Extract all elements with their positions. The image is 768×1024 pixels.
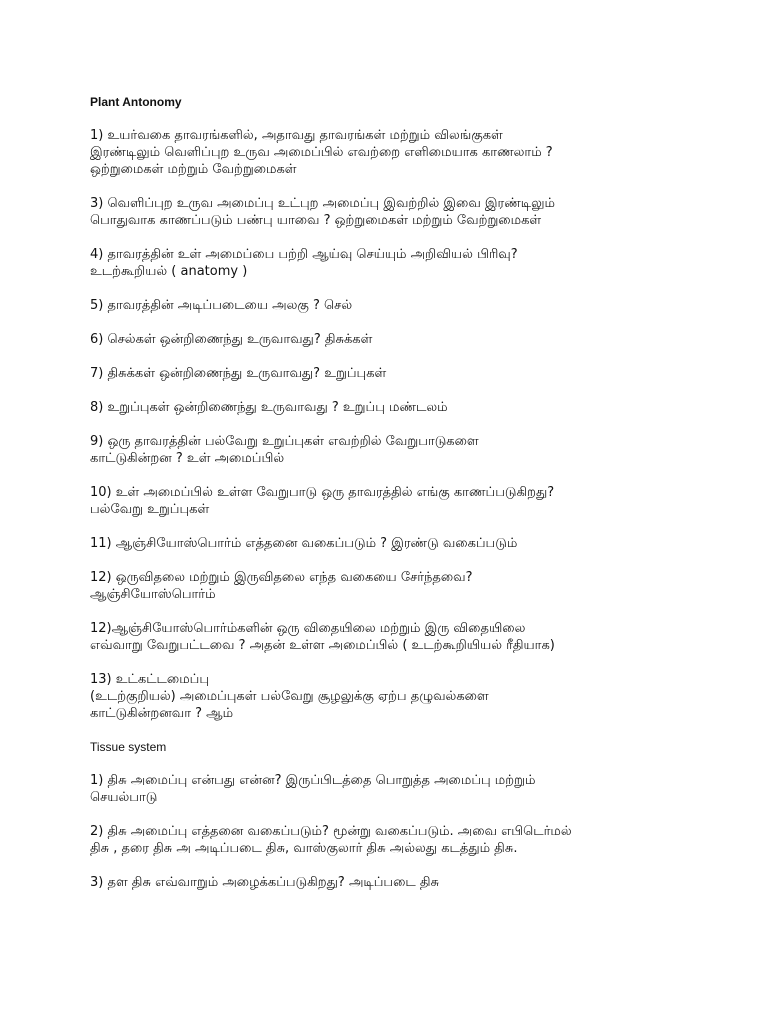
paragraph-line: 8) உறுப்புகள் ஒன்றிணைந்து உருவாவது ? உறுப்பு மண்டலம் (90, 400, 448, 415)
paragraph-line: செயல்பாடு (90, 790, 158, 805)
paragraph-line: 6) செல்கள் ஒன்றிணைந்து உருவாவது? திசுக்கள் (90, 332, 373, 347)
paragraph-line: 11) ஆஞ்சியோஸ்பொர்ம் எத்தனை வகைப்படும் ? இரண்டு வகைப்படும் (90, 536, 518, 551)
section-heading-tissue-system: Tissue system (90, 740, 167, 754)
question-paragraph (90, 772, 710, 806)
paragraph-line: 2) திசு அமைப்பு எத்தனை வகைப்படும்? மூன்று வகைப்படும். அவை எபிடெர்மல் (90, 824, 572, 839)
paragraph-line: 1) திசு அமைப்பு என்பது என்ன? இருப்பிடத்தை பொறுத்த அமைப்பு மற்றும் (90, 773, 536, 788)
document-content (90, 94, 710, 908)
question-paragraph (90, 127, 710, 178)
question-paragraph (90, 331, 710, 348)
question-paragraph (90, 399, 710, 416)
question-paragraph (90, 874, 710, 891)
question-paragraph (90, 484, 710, 518)
paragraph-line: காட்டுகின்றனவா ? ஆம் (90, 706, 234, 721)
question-paragraph (90, 569, 710, 603)
paragraph-line: திசு , தரை திசு அ அடிப்படை திசு, வாஸ்குலார் திசு அல்லது கடத்தும் திசு. (90, 841, 518, 856)
paragraph-line: உடற்கூறியல் ( anatomy ) (90, 264, 248, 279)
paragraph-line: எவ்வாறு வேறுபட்டவை ? அதன் உள்ள அமைப்பில் ( உடற்கூறியியல் ரீதியாக) (90, 638, 555, 653)
paragraph-line: பொதுவாக காணப்படும் பண்பு யாவை ? ஒற்றுமைகள் மற்றும் வேற்றுமைகள் (90, 213, 542, 228)
paragraph-line: 12)ஆஞ்சியோஸ்பொர்ம்களின் ஒரு விதையிலை மற்றும் இரு விதையிலை (90, 621, 526, 636)
paragraph-line: ஆஞ்சியோஸ்பொர்ம் (90, 587, 216, 602)
paragraph-line: 12) ஒருவிதலை மற்றும் இருவிதலை எந்த வகையை சேர்ந்தவை? (90, 570, 473, 585)
document-title: Plant Antonomy (90, 95, 182, 109)
paragraph-line: பல்வேறு உறுப்புகள் (90, 502, 210, 517)
question-list-part1 (90, 127, 710, 722)
question-list-part2 (90, 772, 710, 891)
paragraph-line: 7) திசுக்கள் ஒன்றிணைந்து உருவாவது? உறுப்புகள் (90, 366, 387, 381)
question-paragraph (90, 297, 710, 314)
paragraph-line: (உடற்குறியல்) அமைப்புகள் பல்வேறு சூழலுக்கு ஏற்ப தழுவல்களை (90, 689, 489, 704)
question-paragraph (90, 620, 710, 654)
question-paragraph (90, 823, 710, 857)
paragraph-line: 3) தள திசு எவ்வாறும் அழைக்கப்படுகிறது? அடிப்படை திசு (90, 875, 440, 890)
question-paragraph (90, 365, 710, 382)
paragraph-line: 5) தாவரத்தின் அடிப்படையை அலகு ? செல் (90, 298, 353, 313)
paragraph-line: 4) தாவரத்தின் உள் அமைப்பை பற்றி ஆய்வு செய்யும் அறிவியல் பிரிவு? (90, 247, 518, 262)
paragraph-line: காட்டுகின்றன ? உள் அமைப்பில் (90, 451, 285, 466)
paragraph-line: 3) வெளிப்புற உருவ அமைப்பு உட்புற அமைப்பு இவற்றில் இவை இரண்டிலும் (90, 196, 555, 211)
paragraph-line: 9) ஒரு தாவரத்தின் பல்வேறு உறுப்புகள் எவற்றில் வேறுபாடுகளை (90, 434, 479, 449)
paragraph-line: இரண்டிலும் வெளிப்புற உருவ அமைப்பில் எவற்றை எளிமையாக காணலாம் ? (90, 145, 553, 160)
question-paragraph (90, 246, 710, 280)
paragraph-line: 13) உட்கட்டமைப்பு (90, 672, 210, 687)
question-paragraph (90, 535, 710, 552)
paragraph-line: 1) உயர்வகை தாவரங்களில், அதாவது தாவரங்கள் மற்றும் விலங்குகள் (90, 128, 503, 143)
paragraph-line: ஒற்றுமைகள் மற்றும் வேற்றுமைகள் (90, 162, 297, 177)
question-paragraph (90, 671, 710, 722)
question-paragraph (90, 433, 710, 467)
paragraph-line: 10) உள் அமைப்பில் உள்ள வேறுபாடு ஒரு தாவரத்தில் எங்கு காணப்படுகிறது? (90, 485, 555, 500)
question-paragraph (90, 195, 710, 229)
